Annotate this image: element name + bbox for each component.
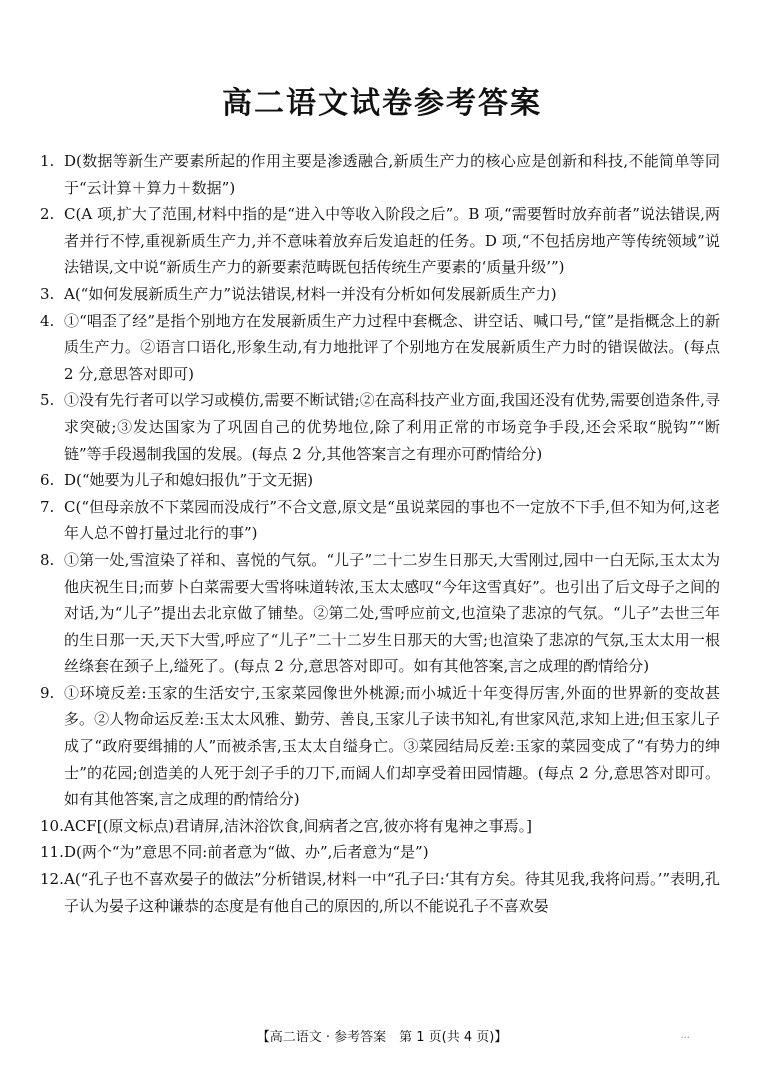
answer-text: ①没有先行者可以学习或模仿,需要不断试错;②在高科技产业方面,我国还没有优势,需要创造条件,寻求突破;③发达国家为了巩固自己的优势地位,除了利用正常的市场竞争手段,还会采取“脱钩”“断链”等手段遏制我国的发展。(每点 2 分,其他答案言之有理亦可酌情给分) — [64, 391, 720, 463]
answer-text: A(“如何发展新质生产力”说法错误,材料一并没有分析如何发展新质生产力) — [64, 284, 557, 303]
answer-text: ①环境反差:玉家的生活安宁,玉家菜园像世外桃源;而小城近十年变得厉害,外面的世界新的变故甚多。②人物命运反差:玉太太风雅、勤劳、善良,玉家儿子读书知礼,有世家风范,求知上进;但玉家儿子成了“政府要缉捕的人”而被杀害,玉太太自缢身亡。③菜园结局反差:玉家的菜园变成了“有势力的绅士”的花园;创造美的人死于刽子手的刀下,而阔人们却享受着田园情趣。(每点 2 分,意思答对即可。如有其他答案,言之成理的酌情给分) — [64, 683, 720, 809]
answer-number: 5. — [40, 391, 55, 410]
answer-text: ①“唱歪了经”是指个别地方在发展新质生产力过程中套概念、讲空话、喊口号,“筐”是指概念上的新质生产力。②语言口语化,形象生动,有力地批评了个别地方在发展新质生产力时的错误做法。(每点 2 分,意思答对即可) — [64, 311, 720, 383]
answer-text: D(“她要为儿子和媳妇报仇”于文无据) — [64, 471, 314, 490]
answer-number: 4. — [40, 311, 55, 330]
answer-item-3 — [40, 281, 720, 308]
answer-text: C(A 项,扩大了范围,材料中指的是“进入中等收入阶段之后”。B 项,“需要暂时放弃前者”说法错误,两者并行不悖,重视新质生产力,并不意味着放弃后发追赶的任务。D 项,“不包括房地产等传统领域”说法错误,文中说“新质生产力的新要素范畴既包括传统生产要素的‘质量升级’”) — [64, 205, 720, 277]
answer-item-5 — [40, 387, 720, 467]
answer-item-1 — [40, 148, 720, 201]
answer-item-9 — [40, 680, 720, 813]
answer-number: 10. — [40, 816, 64, 835]
answer-number: 12. — [40, 870, 64, 889]
answer-number: 1. — [40, 152, 55, 170]
answer-number: 8. — [40, 550, 55, 569]
answer-number: 3. — [40, 284, 55, 303]
answer-text: C(“但母亲放不下菜园而没成行”不合文意,原文是“虽说菜园的事也不一定放不下手,但不知为何,这老年人总不曾打量过北行的事”) — [64, 497, 720, 543]
answer-number: 7. — [40, 497, 55, 516]
answer-number: 6. — [40, 471, 55, 490]
answer-item-6 — [40, 467, 720, 494]
answer-text: D(两个“为”意思不同:前者意为“做、办”,后者意为“是”) — [64, 843, 429, 862]
answer-item-4 — [40, 308, 720, 388]
page-title: 高二语文试卷参考答案 — [222, 86, 542, 121]
answer-text: ACF[(原文标点)君请屏,洁沐浴饮食,间病者之宫,彼亦将有鬼神之事焉。] — [64, 816, 532, 835]
page-footer: 【高二语文 · 参考答案 第 1 页(共 4 页)】 — [256, 1030, 508, 1045]
answer-item-2 — [40, 201, 720, 281]
answer-number: 11. — [40, 843, 64, 862]
answer-number: 2. — [40, 205, 55, 224]
answer-item-12 — [40, 866, 720, 919]
answer-item-11 — [40, 839, 720, 866]
answer-item-10 — [40, 813, 720, 840]
answer-list — [40, 148, 720, 919]
answer-text: A(“孔子也不喜欢晏子的做法”分析错误,材料一中“孔子曰:‘其有方矣。待其见我,我将问焉。’”表明,孔子认为晏子这种谦恭的态度是有他自己的原因的,所以不能说孔子不喜欢晏 — [64, 870, 720, 915]
corner-mark: ... — [680, 1030, 690, 1041]
answer-item-7 — [40, 494, 720, 547]
answer-text: D(数据等新生产要素所起的作用主要是渗透融合,新质生产力的核心应是创新和科技,不能简单等同于“云计算＋算力＋数据”) — [64, 152, 720, 197]
answer-number: 9. — [40, 683, 55, 702]
answer-item-8 — [40, 547, 720, 680]
answer-text: ①第一处,雪渲染了祥和、喜悦的气氛。“儿子”二十二岁生日那天,大雪刚过,园中一白无际,玉太太为他庆祝生日;而萝卜白菜需要大雪将味道转浓,玉太太感叹“今年这雪真好”。也引出了后文母子之间的对话,为“儿子”提出去北京做了铺垫。②第二处,雪呼应前文,也渲染了悲凉的气氛。“儿子”去世三年的生日那一天,天下大雪,呼应了“儿子”二十二岁生日那天的大雪;也渲染了悲凉的气氛,玉太太用一根丝绦套在颈子上,缢死了。(每点 2 分,意思答对即可。如有其他答案,言之成理的酌情给分) — [64, 550, 720, 676]
